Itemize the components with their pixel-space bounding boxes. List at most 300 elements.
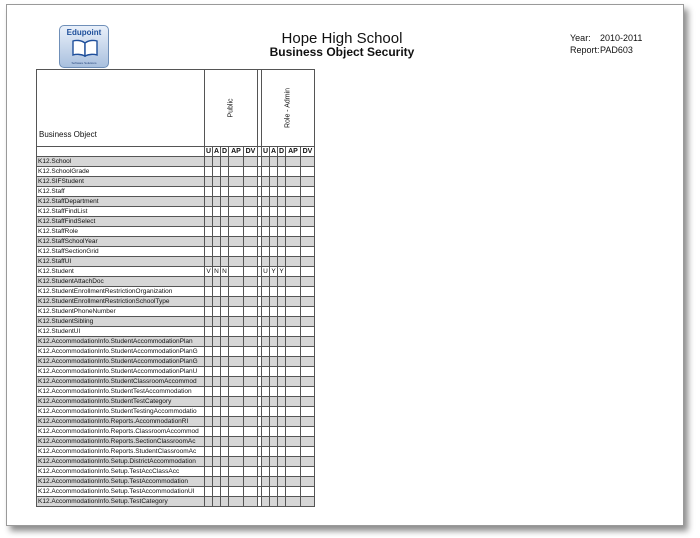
admin-permission-cell [301,327,315,337]
business-object-name: K12.Staff [37,187,205,197]
public-permission-cell [229,287,244,297]
admin-permission-cell [262,427,270,437]
admin-permission-cell [278,477,286,487]
admin-permission-cell [270,487,278,497]
public-permission-cell [244,267,258,277]
admin-permission-cell [301,217,315,227]
public-permission-cell [221,197,229,207]
public-permission-cell [229,227,244,237]
subheader-ap: AP [229,147,244,157]
public-permission-cell [213,217,221,227]
admin-permission-cell [270,287,278,297]
year-meta [570,33,643,43]
admin-permission-cell [286,447,301,457]
public-permission-cell [213,427,221,437]
public-permission-cell [229,407,244,417]
public-permission-cell [213,337,221,347]
public-permission-cell [229,497,244,507]
public-permission-cell [221,357,229,367]
subheader-u: U [262,148,269,155]
public-permission-cell [244,247,258,257]
public-permission-cell [244,497,258,507]
admin-permission-cell [278,207,286,217]
public-permission-cell [205,227,213,237]
public-permission-cell [221,397,229,407]
public-permission-cell [229,207,244,217]
business-object-name: K12.AccommodationInfo.StudentTestAccommodation [37,387,205,397]
public-permission-cell [221,237,229,247]
public-permission-cell [205,437,213,447]
table-row [37,167,315,177]
admin-permission-cell [262,257,270,267]
public-permission-cell [221,337,229,347]
public-permission-cell [213,157,221,167]
public-permission-cell [244,177,258,187]
admin-permission-cell [278,437,286,447]
admin-permission-cell [286,187,301,197]
public-permission-cell [221,177,229,187]
report-page [6,4,684,526]
public-permission-cell [229,167,244,177]
logo-subtext: Software Solutions [71,61,97,65]
public-permission-cell [213,307,221,317]
admin-permission-cell [270,457,278,467]
admin-permission-cell [262,407,270,417]
public-permission-cell [213,497,221,507]
admin-permission-cell [270,197,278,207]
public-permission-cell [244,317,258,327]
public-permission-cell [205,397,213,407]
public-permission-cell [244,167,258,177]
public-permission-cell [221,217,229,227]
admin-permission-cell [262,417,270,427]
public-permission-cell [229,417,244,427]
public-permission-cell [229,457,244,467]
public-permission-cell [244,287,258,297]
table-row [37,317,315,327]
admin-permission-cell [278,357,286,367]
public-permission-cell [221,427,229,437]
subheader-dv: DV [244,147,258,157]
public-permission-cell [221,187,229,197]
public-permission-cell [221,367,229,377]
table-row [37,297,315,307]
business-object-name: K12.AccommodationInfo.StudentAccommodationPlanG [37,347,205,357]
admin-permission-cell [301,427,315,437]
public-permission-cell [221,447,229,457]
school-name: Hope High School [281,30,403,47]
admin-permission-cell [278,337,286,347]
public-permission-cell [205,337,213,347]
report-value: PAD603 [600,45,633,55]
public-permission-cell [205,487,213,497]
admin-permission-cell [270,427,278,437]
table-row [37,397,315,407]
admin-permission-cell [262,177,270,187]
admin-permission-cell [301,347,315,357]
admin-permission-cell [278,377,286,387]
admin-permission-cell [301,247,315,257]
admin-permission-cell [286,477,301,487]
table-row [37,327,315,337]
public-permission-cell [229,277,244,287]
public-permission-cell [221,277,229,287]
admin-permission-cell [286,317,301,327]
admin-permission-cell [286,457,301,467]
admin-permission-cell [278,277,286,287]
public-permission-cell [221,307,229,317]
public-permission-cell [229,297,244,307]
public-permission-cell [229,327,244,337]
admin-permission-cell [286,407,301,417]
admin-permission-cell [262,167,270,177]
public-permission-cell [205,257,213,267]
public-permission-cell [213,387,221,397]
public-permission-cell [213,397,221,407]
admin-permission-cell [278,287,286,297]
admin-permission-cell [270,227,278,237]
public-permission-cell [205,357,213,367]
public-permission-cell [213,377,221,387]
admin-permission-cell [270,257,278,267]
subheader-blank [37,147,205,157]
admin-permission-cell [262,207,270,217]
admin-permission-cell [301,287,315,297]
public-permission-cell [221,497,229,507]
admin-permission-cell [301,337,315,347]
admin-permission-cell [286,157,301,167]
public-permission-cell [229,477,244,487]
admin-permission-cell [286,497,301,507]
business-object-name: K12.AccommodationInfo.Setup.TestAccClassAcc [37,467,205,477]
public-permission-cell [221,157,229,167]
admin-permission-cell [270,497,278,507]
public-permission-cell [244,427,258,437]
public-permission-cell [205,187,213,197]
admin-permission-cell [278,487,286,497]
table-row [37,347,315,357]
business-object-header: Business Object [37,70,205,147]
admin-permission-cell [301,477,315,487]
public-permission-cell [221,487,229,497]
public-permission-cell [213,227,221,237]
public-permission-cell [205,447,213,457]
public-permission-cell [205,167,213,177]
public-permission-cell [229,367,244,377]
admin-permission-cell [262,237,270,247]
admin-permission-cell [270,277,278,287]
admin-permission-cell [301,237,315,247]
admin-permission-cell [286,227,301,237]
admin-permission-cell [262,467,270,477]
public-permission-cell [205,467,213,477]
subheader-u: U [205,148,212,155]
admin-permission-cell [262,447,270,457]
admin-permission-cell [262,217,270,227]
table-row [37,477,315,487]
public-permission-cell [205,407,213,417]
public-permission-cell [213,187,221,197]
public-permission-cell [205,347,213,357]
admin-permission-cell [262,247,270,257]
table-row [37,257,315,267]
admin-permission-cell [286,327,301,337]
admin-permission-cell [270,247,278,257]
table-row [37,357,315,367]
admin-permission-cell [270,407,278,417]
admin-permission-cell [301,377,315,387]
admin-permission-cell [262,377,270,387]
public-permission-cell [205,327,213,337]
admin-permission-cell [286,387,301,397]
admin-permission-cell [286,177,301,187]
admin-permission-cell [301,417,315,427]
public-permission-cell [244,197,258,207]
public-permission-cell [221,167,229,177]
admin-permission-cell [262,457,270,467]
group-header-public [205,70,258,147]
public-permission-cell [221,387,229,397]
public-permission-cell [229,267,244,277]
admin-permission-cell [270,157,278,167]
public-permission-cell [221,417,229,427]
table-row [37,377,315,387]
business-object-name: K12.SchoolGrade [37,167,205,177]
public-permission-cell [205,237,213,247]
business-object-name: K12.StaffUI [37,257,205,267]
admin-permission-cell [278,387,286,397]
admin-permission-cell [278,237,286,247]
public-permission-cell [244,437,258,447]
admin-permission-cell [270,437,278,447]
public-permission-cell [213,237,221,247]
report-title: Business Object Security [269,45,415,59]
table-row [37,337,315,347]
business-object-name: K12.StaffFindList [37,207,205,217]
business-object-name: K12.AccommodationInfo.Reports.SectionClassroomAc [37,437,205,447]
admin-permission-cell [286,297,301,307]
admin-permission-cell [262,227,270,237]
admin-permission-cell [262,477,270,487]
admin-permission-cell [278,227,286,237]
admin-permission-cell [301,277,315,287]
business-object-name: K12.StaffDepartment [37,197,205,207]
public-permission-cell [229,187,244,197]
public-permission-cell [229,467,244,477]
public-permission-cell [221,287,229,297]
public-permission-cell [221,477,229,487]
public-permission-cell: V [206,268,211,275]
subheader-a: A [213,148,220,155]
admin-permission-cell [278,257,286,267]
table-row [37,247,315,257]
admin-permission-cell [286,437,301,447]
admin-permission-cell [270,447,278,457]
public-permission-cell [221,407,229,417]
public-permission-cell [205,207,213,217]
business-object-name: K12.StaffRole [37,227,205,237]
public-permission-cell [244,417,258,427]
public-permission-cell [229,197,244,207]
public-permission-cell [213,357,221,367]
table-row [37,437,315,447]
public-permission-cell [205,457,213,467]
admin-permission-cell [262,187,270,197]
admin-permission-cell [270,177,278,187]
public-permission-cell [244,237,258,247]
admin-permission-cell [286,487,301,497]
business-object-name: K12.SIFStudent [37,177,205,187]
admin-permission-cell [262,397,270,407]
public-permission-cell [205,177,213,187]
business-object-name: K12.AccommodationInfo.Setup.TestAccommodationUI [37,487,205,497]
admin-permission-cell [270,397,278,407]
admin-permission-cell [278,447,286,457]
public-permission-cell [213,297,221,307]
admin-permission-cell [301,207,315,217]
business-object-name: K12.StaffSchoolYear [37,237,205,247]
table-row [37,287,315,297]
public-permission-cell [244,347,258,357]
admin-permission-cell [270,347,278,357]
public-permission-cell [229,237,244,247]
admin-permission-cell [286,257,301,267]
public-permission-cell [244,157,258,167]
admin-permission-cell [301,297,315,307]
admin-permission-cell: Y [279,268,284,275]
admin-permission-cell [301,257,315,267]
public-permission-cell [244,187,258,197]
public-permission-cell [229,427,244,437]
business-object-name: K12.AccommodationInfo.StudentAccommodationPlanG [37,357,205,367]
business-object-name: K12.AccommodationInfo.Reports.StudentClassroomAc [37,447,205,457]
admin-permission-cell [286,217,301,227]
public-permission-cell [229,357,244,367]
public-permission-cell [213,287,221,297]
report-meta [570,45,633,55]
public-permission-cell [229,447,244,457]
public-permission-cell [221,227,229,237]
admin-permission-cell [270,477,278,487]
admin-permission-cell [270,207,278,217]
admin-permission-cell [278,317,286,327]
public-permission-cell [213,347,221,357]
public-permission-cell [205,247,213,257]
admin-permission-cell [278,217,286,227]
table-row [37,407,315,417]
admin-permission-cell [270,297,278,307]
table-row [37,227,315,237]
admin-permission-cell [278,187,286,197]
admin-permission-cell [278,367,286,377]
public-permission-cell [221,257,229,267]
public-permission-cell [244,217,258,227]
admin-permission-cell [262,287,270,297]
table-row [37,187,315,197]
admin-permission-cell [286,197,301,207]
public-permission-cell [213,417,221,427]
business-object-name: K12.AccommodationInfo.StudentTestingAccommodatio [37,407,205,417]
public-permission-cell [205,477,213,487]
business-object-name: K12.StaffSectionGrid [37,247,205,257]
admin-permission-cell [286,377,301,387]
public-permission-cell [229,347,244,357]
admin-permission-cell [301,407,315,417]
admin-permission-cell [286,417,301,427]
admin-permission-cell [301,227,315,237]
public-permission-cell [205,217,213,227]
admin-permission-cell [286,267,301,277]
public-permission-cell [244,447,258,457]
public-permission-cell [205,157,213,167]
business-object-name: K12.AccommodationInfo.StudentTestCategory [37,397,205,407]
admin-permission-cell [286,467,301,477]
public-permission-cell [229,157,244,167]
table-row [37,307,315,317]
business-object-name: K12.AccommodationInfo.Reports.ClassroomAccommod [37,427,205,437]
admin-permission-cell [301,267,315,277]
admin-permission-cell [278,157,286,167]
table-row [37,277,315,287]
subheader-a: A [270,148,277,155]
public-permission-cell [244,397,258,407]
admin-permission-cell [262,347,270,357]
admin-permission-cell [286,287,301,297]
admin-permission-cell [286,427,301,437]
admin-permission-cell [301,367,315,377]
public-permission-cell [205,197,213,207]
admin-permission-cell [301,307,315,317]
business-object-name: K12.StudentPhoneNumber [37,307,205,317]
public-permission-cell [244,207,258,217]
public-permission-cell [213,207,221,217]
group-header-admin [262,70,315,147]
admin-permission-cell [301,457,315,467]
admin-permission-cell [278,307,286,317]
public-permission-cell [244,357,258,367]
admin-permission-cell [278,197,286,207]
table-row [37,157,315,167]
business-object-name: K12.AccommodationInfo.StudentAccommodationPlanU [37,367,205,377]
admin-permission-cell [278,297,286,307]
public-permission-cell [244,387,258,397]
public-permission-cell [229,307,244,317]
business-object-name: K12.Student [37,267,205,277]
public-permission-cell [244,297,258,307]
business-object-name: K12.StudentAttachDoc [37,277,205,287]
admin-permission-cell [286,247,301,257]
business-object-name: K12.StudentEnrollmentRestrictionSchoolType [37,297,205,307]
public-permission-cell [205,377,213,387]
public-permission-cell [213,367,221,377]
public-permission-cell [244,457,258,467]
admin-permission-cell [286,167,301,177]
edupoint-logo [59,25,109,68]
public-permission-cell [244,337,258,347]
public-permission-cell [205,297,213,307]
public-permission-cell [244,467,258,477]
public-permission-cell [221,457,229,467]
admin-permission-cell [270,217,278,227]
year-label: Year: [570,33,591,43]
admin-permission-cell [301,497,315,507]
admin-permission-cell [270,237,278,247]
admin-permission-cell [262,197,270,207]
admin-permission-cell [301,487,315,497]
admin-permission-cell [270,327,278,337]
admin-permission-cell [278,417,286,427]
public-permission-cell [229,257,244,267]
